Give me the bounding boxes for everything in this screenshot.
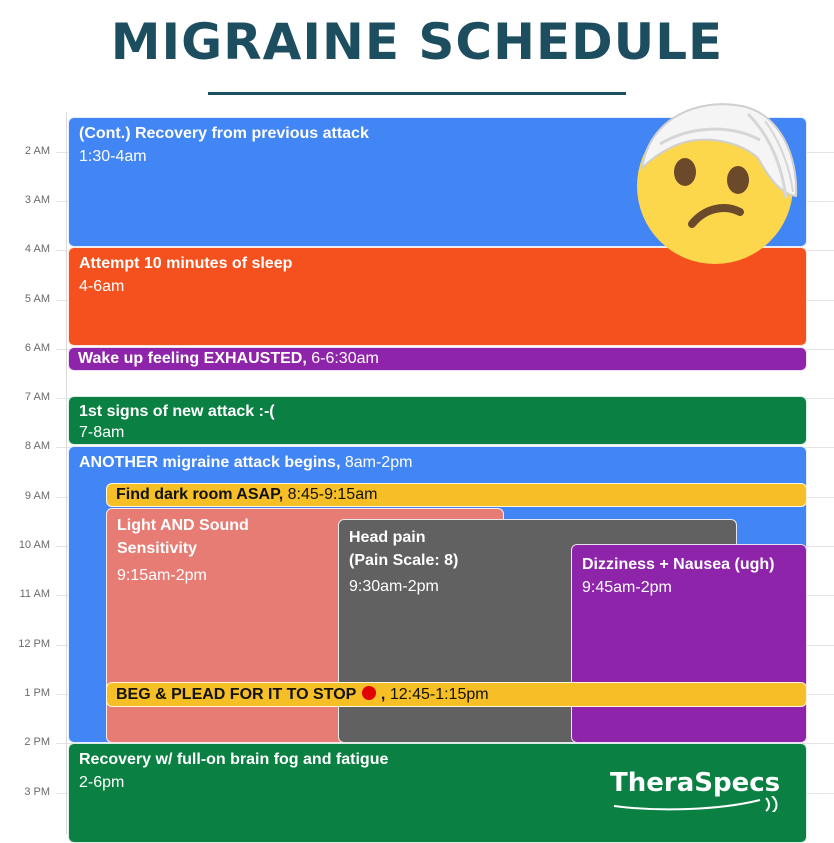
axis-divider [66, 112, 67, 834]
event-time: 9:15am-2pm [117, 567, 207, 584]
event-dizziness[interactable] [571, 544, 807, 743]
hour-label: 7 AM [24, 391, 50, 403]
event-title: (Cont.) Recovery from previous attack [79, 125, 369, 142]
event-time: 4-6am [79, 278, 125, 295]
event-time: 6-6:30am [311, 350, 379, 367]
event-separator: , [376, 686, 390, 703]
hour-label: 1 PM [24, 687, 50, 699]
event-title: BEG & PLEAD FOR IT TO STOP [116, 686, 357, 703]
event-title: Sensitivity [117, 540, 198, 557]
event-title: Attempt 10 minutes of sleep [79, 255, 293, 272]
event-wake-up[interactable] [68, 347, 807, 371]
hour-label: 8 AM [24, 440, 50, 452]
event-title: ANOTHER migraine attack begins, [79, 454, 341, 471]
bandaged-head-face-icon [630, 96, 800, 266]
event-title: Dizziness + Nausea (ugh) [582, 556, 775, 573]
hour-label: 3 PM [24, 786, 50, 798]
event-dark-room[interactable] [106, 483, 807, 507]
red-circle-icon [362, 686, 376, 700]
event-time: 9:30am-2pm [349, 578, 439, 595]
event-time: 12:45-1:15pm [389, 686, 489, 703]
hour-label: 11 AM [19, 588, 50, 600]
title-underline [208, 92, 626, 95]
hour-label: 3 AM [24, 194, 50, 206]
hour-label: 9 AM [24, 490, 50, 502]
hour-label: 2 PM [24, 736, 50, 748]
hour-label: 4 AM [24, 243, 50, 255]
event-title: (Pain Scale: 8) [349, 552, 459, 569]
event-first-signs[interactable] [68, 396, 807, 445]
event-time: 8am-2pm [344, 454, 413, 471]
event-time: 9:45am-2pm [582, 579, 672, 596]
event-title: Head pain [349, 529, 426, 546]
theraspecs-logo [610, 768, 790, 812]
logo-swoosh-icon [610, 796, 790, 812]
event-title: 1st signs of new attack :-( [79, 403, 275, 420]
event-title: Recovery w/ full-on brain fog and fatigue [79, 751, 389, 768]
event-time: 8:45-9:15am [287, 486, 378, 503]
hour-label: 12 PM [18, 638, 50, 650]
event-beg-plead[interactable] [106, 682, 807, 707]
hour-label: 2 AM [24, 145, 50, 157]
hour-axis [0, 0, 52, 834]
hour-label: 10 AM [18, 539, 50, 551]
hour-label: 5 AM [24, 293, 50, 305]
event-time: 1:30-4am [79, 148, 147, 165]
logo-text: TheraSpecs [610, 768, 781, 798]
page-title: MIGRAINE SCHEDULE [110, 13, 724, 71]
event-time: 7-8am [79, 424, 125, 441]
event-time: 2-6pm [79, 774, 125, 791]
event-title: Wake up feeling EXHAUSTED, [78, 350, 307, 367]
hour-label: 6 AM [24, 342, 50, 354]
event-title: Light AND Sound [117, 517, 249, 534]
event-title: Find dark room ASAP, [116, 486, 284, 503]
